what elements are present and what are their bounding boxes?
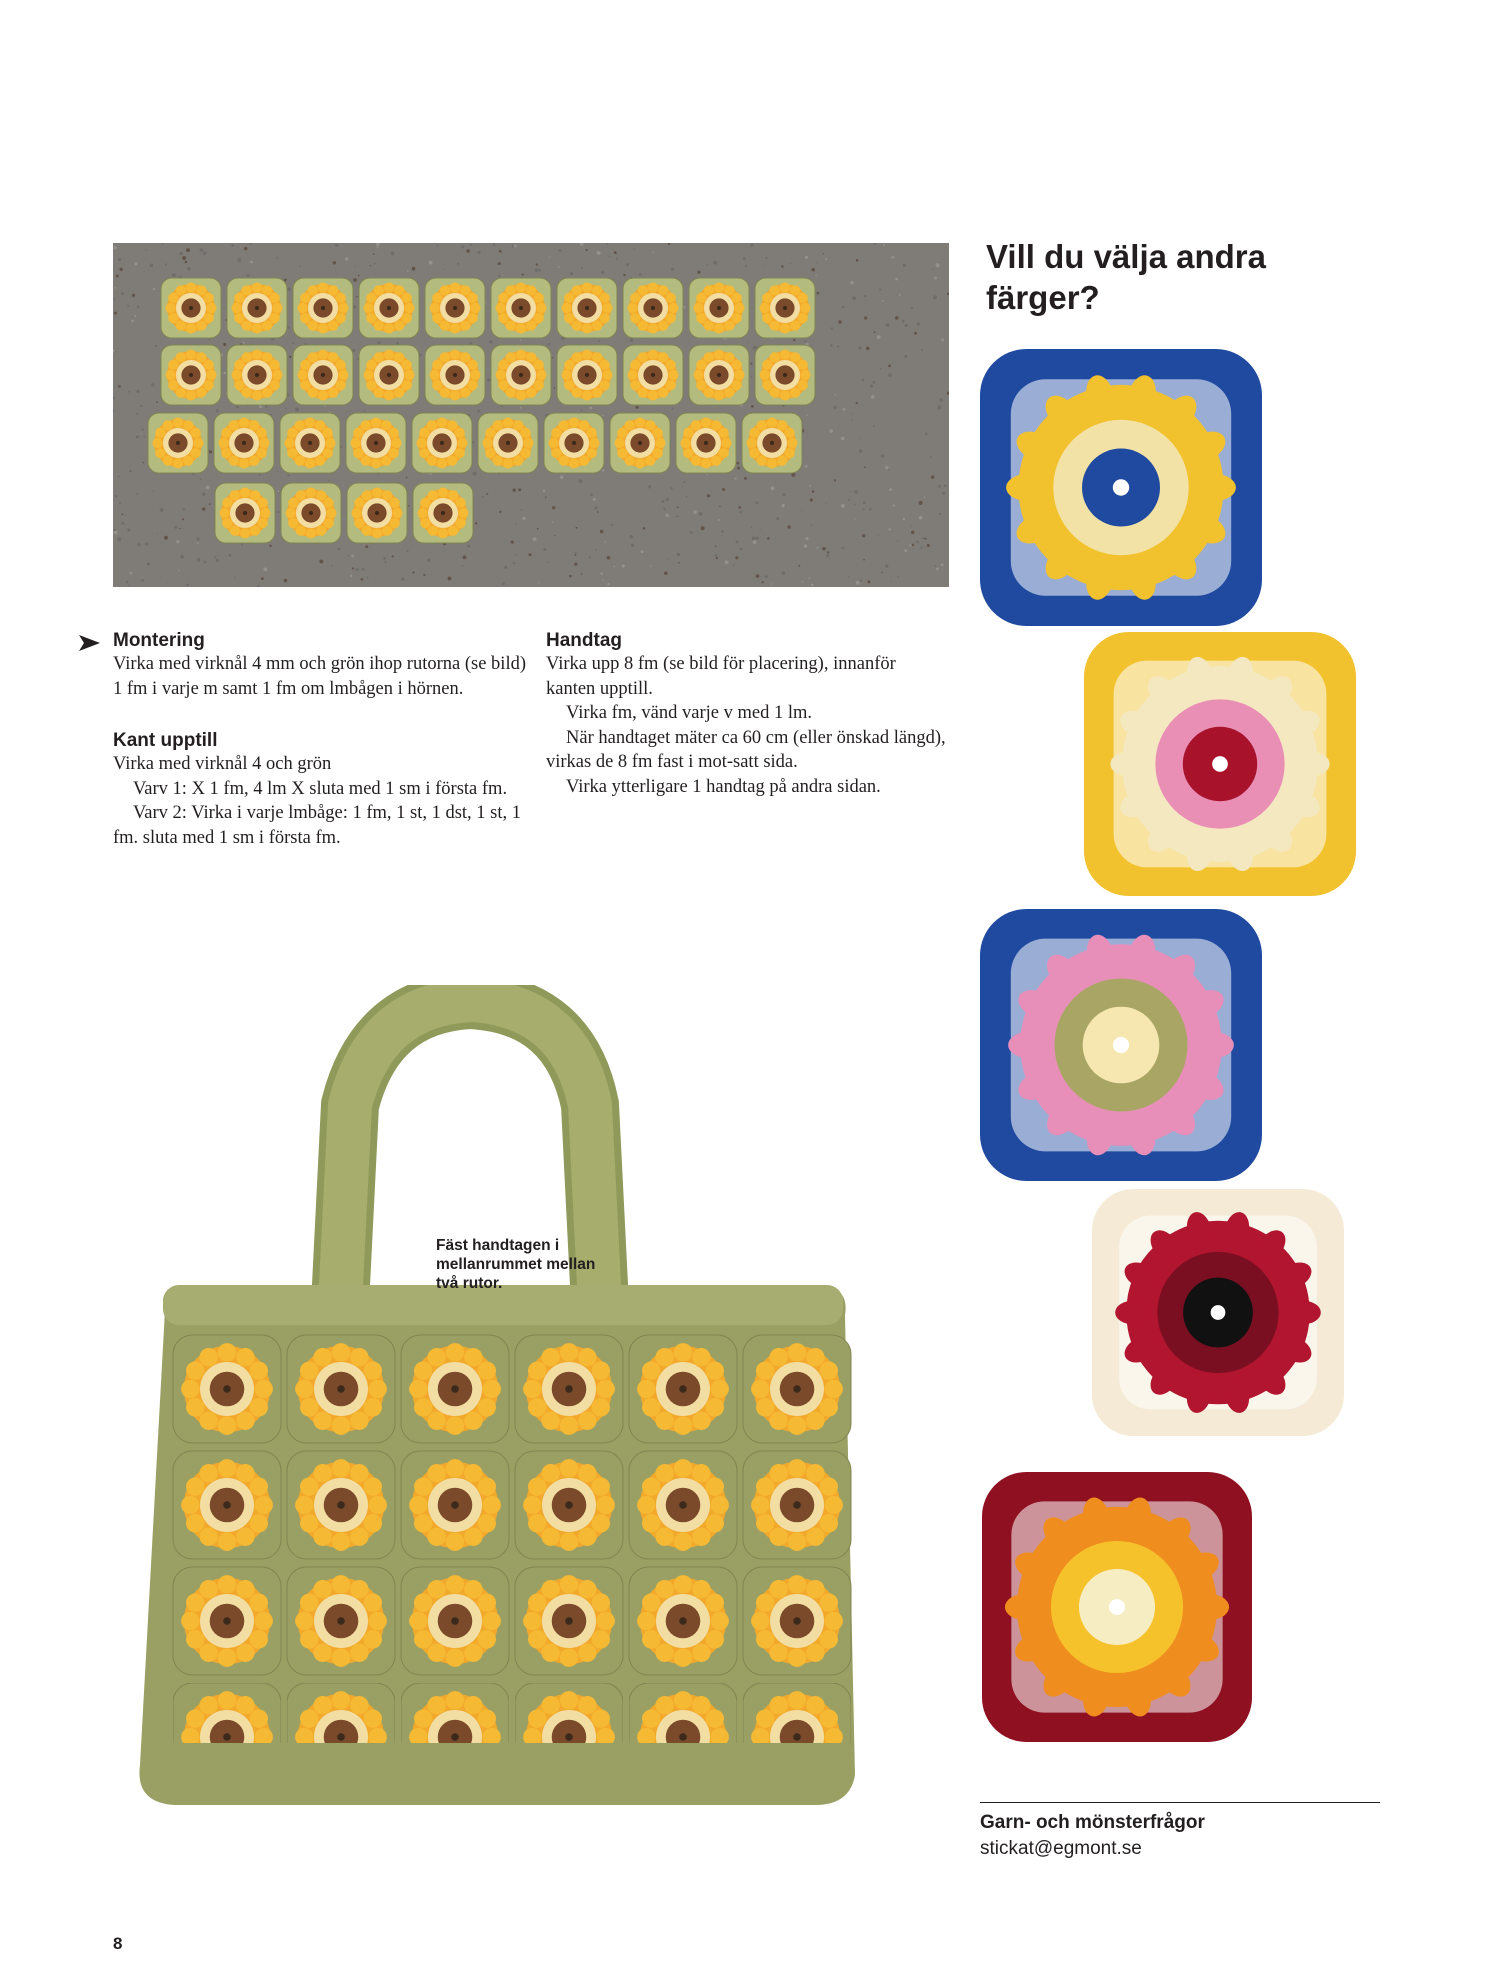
contact-title: Garn- och mönsterfrågor (980, 1812, 1205, 1833)
kant-upptill-intro: Virka med virknål 4 och grön (113, 754, 332, 774)
kant-upptill-varv2: Varv 2: Virka i varje lmbåge: 1 fm, 1 st, 1 dst, 1 st, 1 fm. sluta med 1 sm i första fm. (113, 803, 522, 848)
arrow-marker-icon (78, 633, 102, 653)
granny-square-blue-pink-icon (976, 905, 1266, 1190)
instructions-column-left (113, 629, 533, 850)
montering-text: Virka med virknål 4 mm och grön ihop rutorna (se bild) 1 fm i varje m samt 1 fm om lmbågen i hörnen. (113, 654, 526, 699)
contact-divider (980, 1802, 1380, 1803)
bag-caption: Fäst handtagen i mellanrummet mellan två rutor. (436, 1237, 596, 1292)
granny-square-white-red-icon (1088, 1185, 1348, 1445)
instructions-column-right (546, 629, 946, 799)
granny-square-red-orange-icon (978, 1468, 1256, 1751)
handtag-text-4: Virka ytterligare 1 handtag på andra sidan. (566, 776, 881, 797)
granny-square-yellow-pink-icon (1080, 628, 1360, 905)
handtag-text-3: När handtaget mäter ca 60 cm (eller önskad längd), virkas de 8 fm fast i mot-satt sida. (546, 727, 946, 772)
handtag-text-1: Virka upp 8 fm (se bild för placering), innanför kanten upptill. (546, 654, 896, 699)
montering-heading: Montering (113, 630, 205, 651)
granny-square-blue-yellow-icon (976, 345, 1266, 635)
page-number: 8 (113, 1934, 123, 1953)
kant-upptill-varv1: Varv 1: X 1 fm, 4 lm X sluta med 1 sm i första fm. (133, 778, 508, 799)
crochet-bag-photo (135, 985, 870, 1815)
contact-email[interactable]: stickat@egmont.se (980, 1838, 1142, 1859)
colors-heading: Vill du välja andra färger? (986, 238, 1267, 316)
handtag-heading: Handtag (546, 630, 622, 651)
granny-squares-photo (113, 243, 949, 587)
kant-upptill-heading: Kant upptill (113, 730, 218, 751)
handtag-text-2: Virka fm, vänd varje v med 1 lm. (566, 703, 813, 723)
